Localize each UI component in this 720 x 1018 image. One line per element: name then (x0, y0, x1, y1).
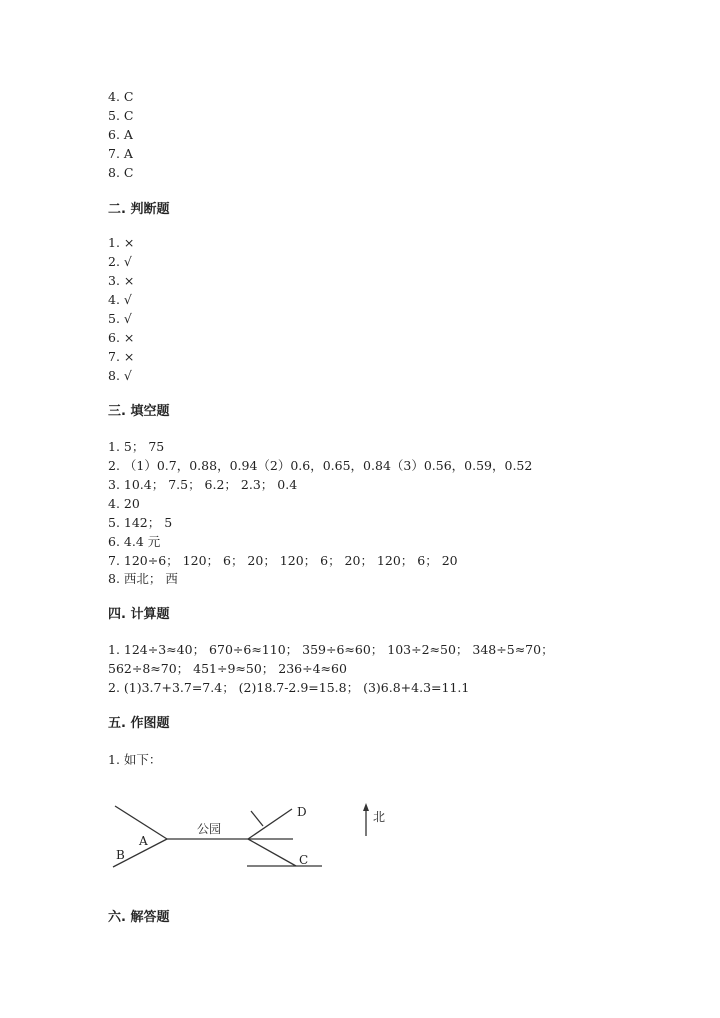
answer-line: 8. √ (108, 368, 132, 383)
label-park: 公园 (197, 822, 222, 836)
answer-line: 7. 120÷6； 120； 6； 20； 120； 6； 20； 120； 6； 20 (108, 553, 458, 568)
north-arrow-head (363, 803, 369, 811)
section-heading: 六. 解答题 (108, 910, 170, 925)
section-heading: 四. 计算题 (108, 607, 170, 622)
answer-line: 2. (1)3.7+3.7=7.4； (2)18.7-2.9=15.8； (3)6.8+4.3=11.1 (108, 680, 470, 695)
answer-line: 6. A (108, 127, 133, 142)
answer-line: 7. A (108, 146, 133, 161)
answer-line: 3. 10.4； 7.5； 6.2； 2.3； 0.4 (108, 477, 298, 492)
answer-line: 8. 西北； 西 (108, 571, 178, 586)
answer-line: 7. × (108, 349, 135, 364)
answer-line: 3. × (108, 273, 135, 288)
answer-line: 6. × (108, 330, 135, 345)
answer-line: 5. C (108, 108, 134, 123)
answer-line: 4. √ (108, 292, 132, 307)
answer-line: 562÷8≈70； 451÷9≈50； 236÷4≈60 (108, 661, 347, 676)
answer-line: 6. 4.4 元 (108, 534, 161, 549)
answer-line: 5. √ (108, 311, 132, 326)
answer-line: 1. 5； 75 (108, 439, 165, 454)
answer-line: 4. 20 (108, 496, 140, 511)
answer-line: 8. C (108, 165, 134, 180)
section-heading: 五. 作图题 (108, 716, 170, 731)
answer-line: 4. C (108, 89, 134, 104)
label-a: A (139, 834, 148, 848)
answer-line: 1. 如下： (108, 752, 162, 767)
answer-line: 5. 142； 5 (108, 515, 173, 530)
answer-line: 1. × (108, 235, 135, 250)
answer-line: 2. （1）0.7，0.88，0.94（2）0.6，0.65，0.84（3）0.56，0.59，0.52 (108, 458, 533, 473)
section-heading: 三. 填空题 (108, 404, 170, 419)
answer-line: 2. √ (108, 254, 132, 269)
label-d: D (297, 805, 307, 819)
label-north: 北 (373, 810, 386, 824)
section-heading: 二. 判断题 (108, 202, 170, 217)
answer-line: 1. 124÷3≈40； 670÷6≈110； 359÷6≈60； 103÷2≈50； 348÷5≈70； (108, 642, 554, 657)
label-c: C (299, 853, 309, 867)
label-b: B (116, 848, 125, 862)
